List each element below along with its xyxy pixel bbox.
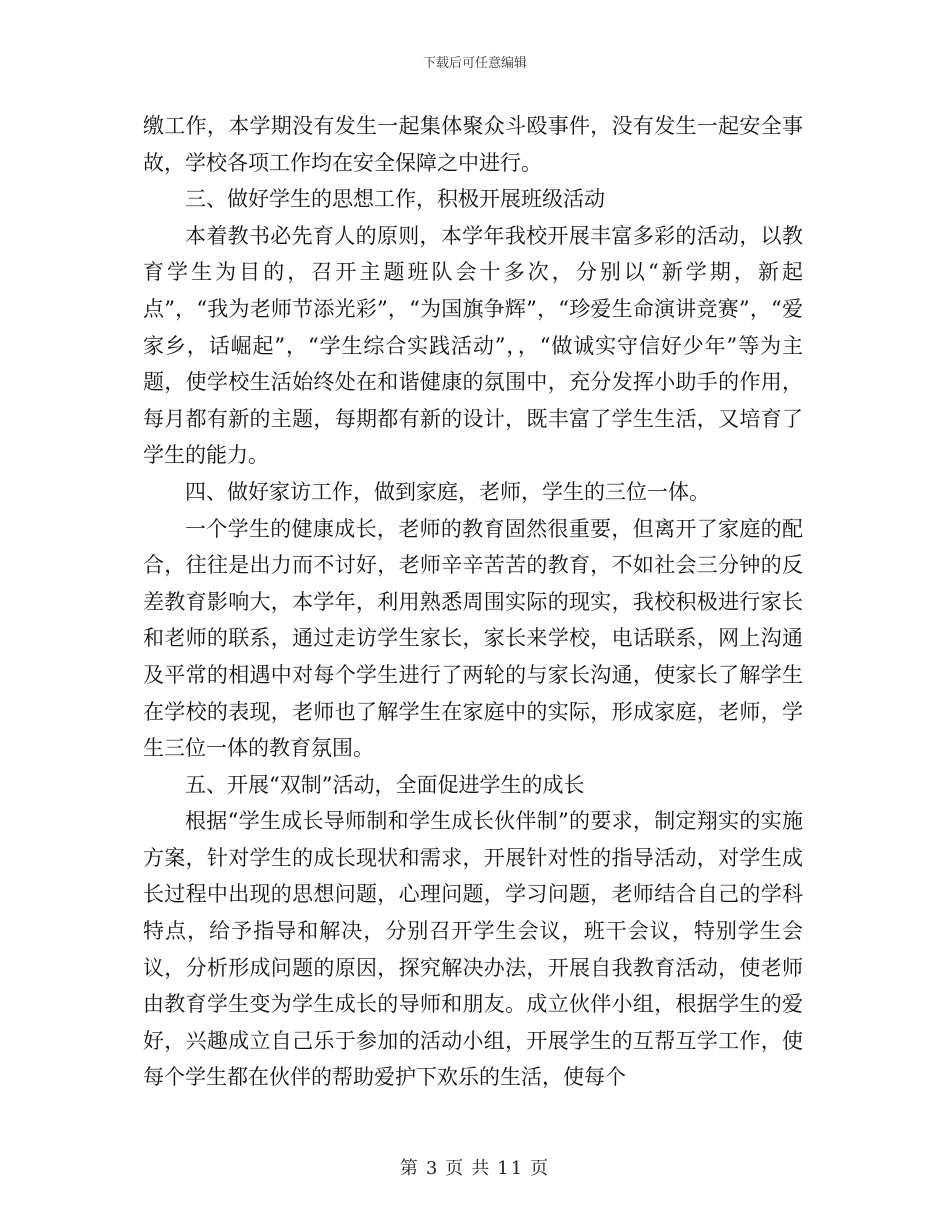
- footer-suffix: 页: [530, 1158, 551, 1179]
- footer-prefix: 第: [399, 1158, 420, 1179]
- section-heading-3: 三、做好学生的思想工作，积极开展班级活动: [185, 187, 605, 212]
- paragraph-class-activities: 本着教书必先育人的原则，本学年我校开展丰富多彩的活动，以教育学生为目的，召开主题班队会十多次，分别以“新学期，新起点”，“我为老师节添光彩”，“为国旗争辉”，“珍爱生命演讲竞赛”，“爱家乡，话崛起”，“学生综合实践活动”，，“做诚实守信好少年”等为主题，使学校生活始终处在和谐健康的氛围中，充分发挥小助手的作用，每月都有新的主题，每期都有新的设计，既丰富了学生生活，又培育了学生的能力。: [143, 223, 803, 468]
- footer-total-pages: 11: [497, 1158, 525, 1179]
- paragraph-dual-system: 根据“学生成长导师制和学生成长伙伴制”的要求，制定翔实的实施方案，针对学生的成长现状和需求，开展针对性的指导活动，对学生成长过程中出现的思想问题，心理问题，学习问题，老师结合自己的学科特点，给予指导和解决，分别召开学生会议，班干会议，特别学生会议，分析形成问题的原因，探究解决办法，开展自我教育活动，使老师由教育学生变为学生成长的导师和朋友。成立伙伴小组，根据学生的爱好，兴趣成立自己乐于参加的活动小组，开展学生的互帮互学工作，使每个学生都在伙伴的帮助爱护下欢乐的生活，使每个: [143, 809, 803, 1090]
- paragraph-home-visits: 一个学生的健康成长，老师的教育固然很重要，但离开了家庭的配合，往往是出力而不讨好，老师辛辛苦苦的教育，不如社会三分钟的反差教育影响大，本学年，利用熟悉周围实际的现实，我校积极进行家长和老师的联系，通过走访学生家长，家长来学校，电话联系，网上沟通及平常的相遇中对每个学生进行了两轮的与家长沟通，使家长了解学生在学校的表现，老师也了解学生在家庭中的实际，形成家庭，老师，学生三位一体的教育氛围。: [143, 516, 803, 761]
- footer-page-number: 3: [425, 1158, 440, 1179]
- section-heading-4: 四、做好家访工作，做到家庭，老师，学生的三位一体。: [185, 479, 710, 504]
- document-body: [143, 108, 803, 1096]
- footer-page-label: 页: [445, 1158, 466, 1179]
- footer-total-label: 共: [471, 1158, 492, 1179]
- paragraph-continuation: 缴工作，本学期没有发生一起集体聚众斗殴事件，没有发生一起安全事故，学校各项工作均在安全保障之中进行。: [143, 114, 803, 175]
- section-heading-5: 五、开展“双制”活动，全面促进学生的成长: [185, 772, 585, 797]
- page-footer: [0, 1154, 950, 1180]
- page-header: 下载后可任意编辑: [422, 56, 527, 71]
